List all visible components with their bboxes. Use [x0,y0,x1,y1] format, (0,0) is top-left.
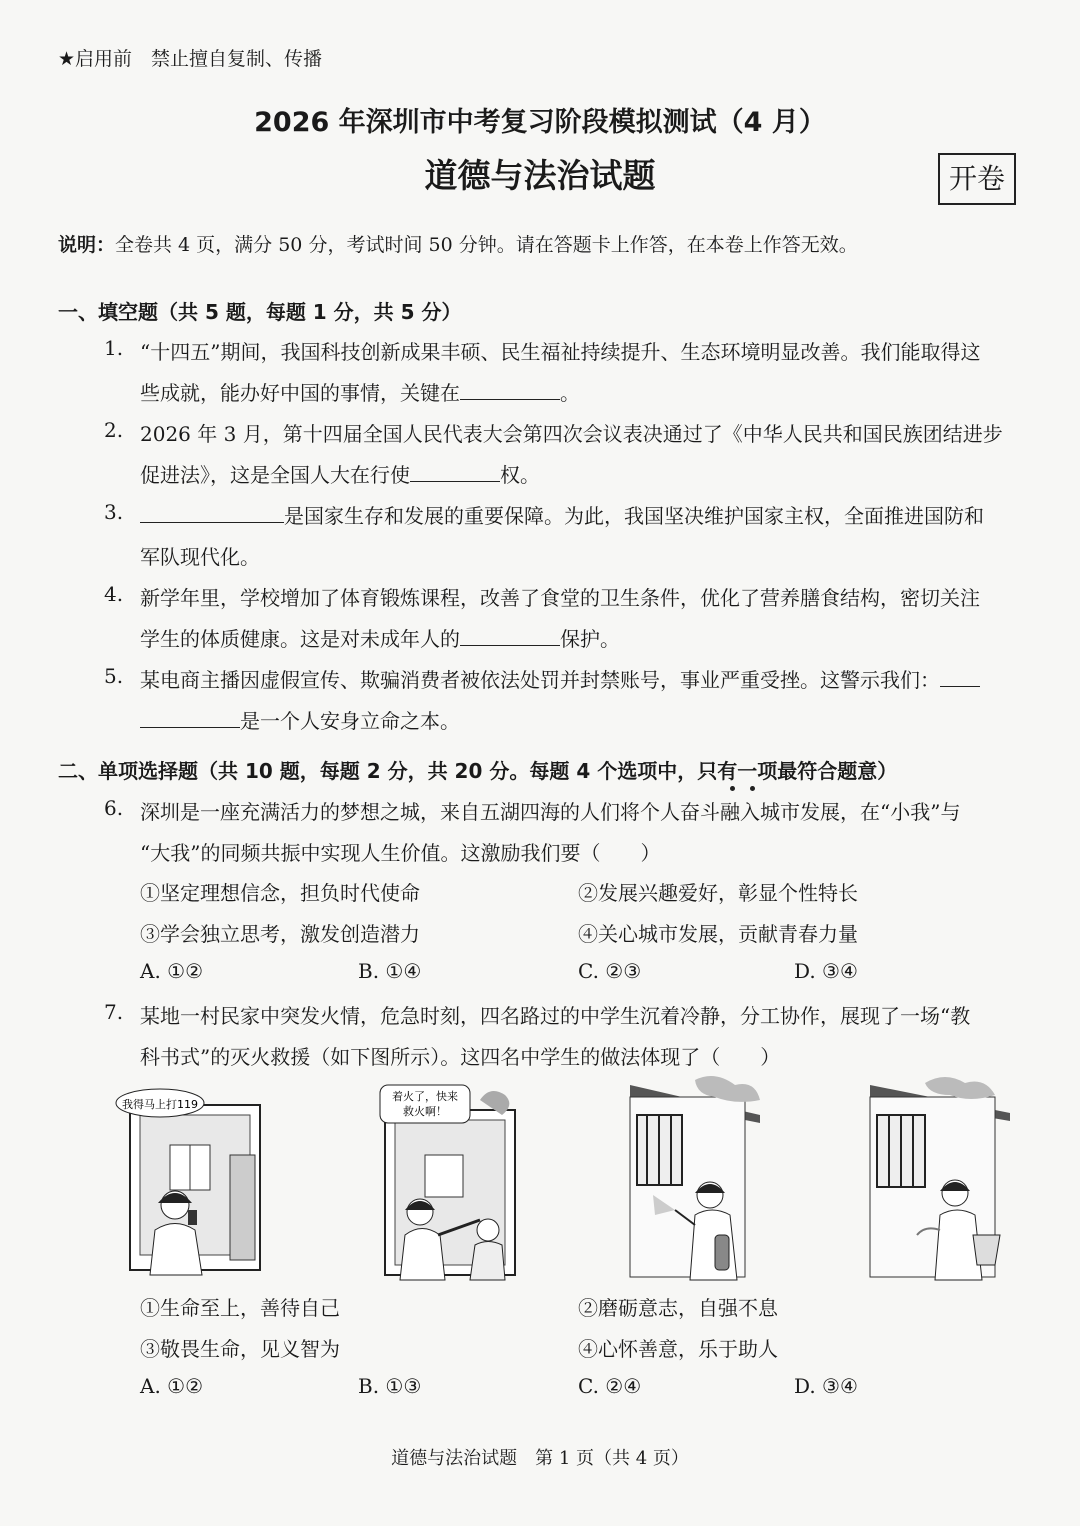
question-text-part: 些成就，能办好中国的事情，关键在 [140,381,460,405]
question-text: 深圳是一座充满活力的梦想之城，来自五湖四海的人们将个人奋斗融入城市发展，在“小我”与 [140,800,961,824]
question-number: 4. [104,582,124,606]
question-text-part: 权。 [500,463,540,487]
option-a[interactable]: A. ①② [140,959,204,983]
exam-title: 2026 年深圳市中考复习阶段模拟测试（4 月） [254,107,826,138]
question-text-part: 保护。 [560,627,620,651]
question-text: “十四五”期间，我国科技创新成果丰硕、民生福祉持续提升、生态环境明显改善。我们能取得这 [140,340,981,364]
statement-2: ②发展兴趣爱好，彰显个性特长 [578,881,858,905]
answer-blank [460,377,560,400]
answer-blank [140,500,284,523]
question-text-part: 促进法》，这是全国人大在行使 [140,463,410,487]
option-c[interactable]: C. ②④ [578,1374,642,1398]
answer-blank [410,459,500,482]
confidential-notice: ★启用前 禁止擅自复制、传播 [58,48,323,70]
question-text-part: 是国家生存和发展的重要保障。为此，我国坚决维护国家主权，全面推进国防和 [284,504,984,528]
statement-4: ④关心城市发展，贡献青春力量 [578,922,858,946]
statement-1: ①生命至上，善待自己 [140,1296,340,1320]
question-number: 6. [104,796,124,820]
question-text [140,623,620,652]
speech-bubble-line1: 着火了，快来 [392,1090,458,1103]
question-text: 某地一村民家中突发火情，危急时刻，四名路过的中学生沉着冷静，分工协作，展现了一场“教 [140,1004,971,1028]
page-footer: 道德与法治试题 第 1 页（共 4 页） [391,1448,689,1469]
comic-panel-fire-extinguisher [625,1075,765,1285]
statement-4: ④心怀善意，乐于助人 [578,1337,778,1361]
question-text: 科书式”的灭火救援（如下图所示）。这四名中学生的做法体现了（ ） [140,1045,781,1069]
question-text: 2026 年 3 月，第十四届全国人民代表大会第四次会议表决通过了《中华人民共和国民族团结进步 [140,422,1003,446]
option-b[interactable]: B. ①③ [358,1374,422,1398]
question-number: 2. [104,418,124,442]
statement-1: ①坚定理想信念，担负时代使命 [140,881,420,905]
emphasis-dot [730,786,735,791]
question-text: 军队现代化。 [140,545,260,569]
comic-panel-call-for-help [370,1080,520,1285]
question-text [140,500,984,529]
answer-blank [140,705,240,728]
option-a[interactable]: A. ①② [140,1374,204,1398]
option-c[interactable]: C. ②③ [578,959,642,983]
statement-3: ③学会独立思考，激发创造潜力 [140,922,420,946]
question-text [140,705,460,734]
statement-2: ②磨砺意志，自强不息 [578,1296,778,1320]
question-text-part: 某电商主播因虚假宣传、欺骗消费者被依法处罚并封禁账号，事业严重受挫。这警示我们： [140,668,940,692]
instructions-text: 全卷共 4 页，满分 50 分，考试时间 50 分钟。请在答题卡上作答，在本卷上作答无效。 [115,234,858,256]
option-d[interactable]: D. ③④ [794,1374,858,1398]
instructions [58,230,858,257]
question-text: “大我”的同频共振中实现人生价值。这激励我们要（ ） [140,841,661,865]
option-d[interactable]: D. ③④ [794,959,858,983]
exam-subject: 道德与法治试题 [424,156,656,195]
section-heading-fill-in: 一、填空题（共 5 题，每题 1 分，共 5 分） [58,300,462,324]
speech-bubble: 我得马上打119 [122,1098,198,1111]
statement-3: ③敬畏生命，见义智为 [140,1337,340,1361]
comic-panel-call-119 [110,1085,280,1280]
open-book-badge: 开卷 [938,153,1016,205]
answer-blank [940,664,980,687]
comic-panel-water-bucket [865,1075,1015,1285]
question-text-part: 学生的体质健康。这是对未成年人的 [140,627,460,651]
section-heading-choice: 二、单项选择题（共 10 题，每题 2 分，共 20 分。每题 4 个选项中，只有一项最符合题意） [58,759,898,783]
question-text: 新学年里，学校增加了体育锻炼课程，改善了食堂的卫生条件，优化了营养膳食结构，密切关注 [140,586,980,610]
question-text-part: 是一个人安身立命之本。 [240,709,460,733]
speech-bubble-line2: 救火啊！ [403,1105,447,1118]
answer-blank [460,623,560,646]
question-number: 5. [104,664,124,688]
question-text [140,377,580,406]
instructions-label: 说明： [58,234,116,256]
question-text [140,664,980,693]
question-text-part: 。 [560,381,580,405]
question-text [140,459,540,488]
question-number: 1. [104,336,124,360]
question-number: 3. [104,500,124,524]
option-b[interactable]: B. ①④ [358,959,422,983]
question-number: 7. [104,1000,124,1024]
emphasis-dot [750,786,755,791]
